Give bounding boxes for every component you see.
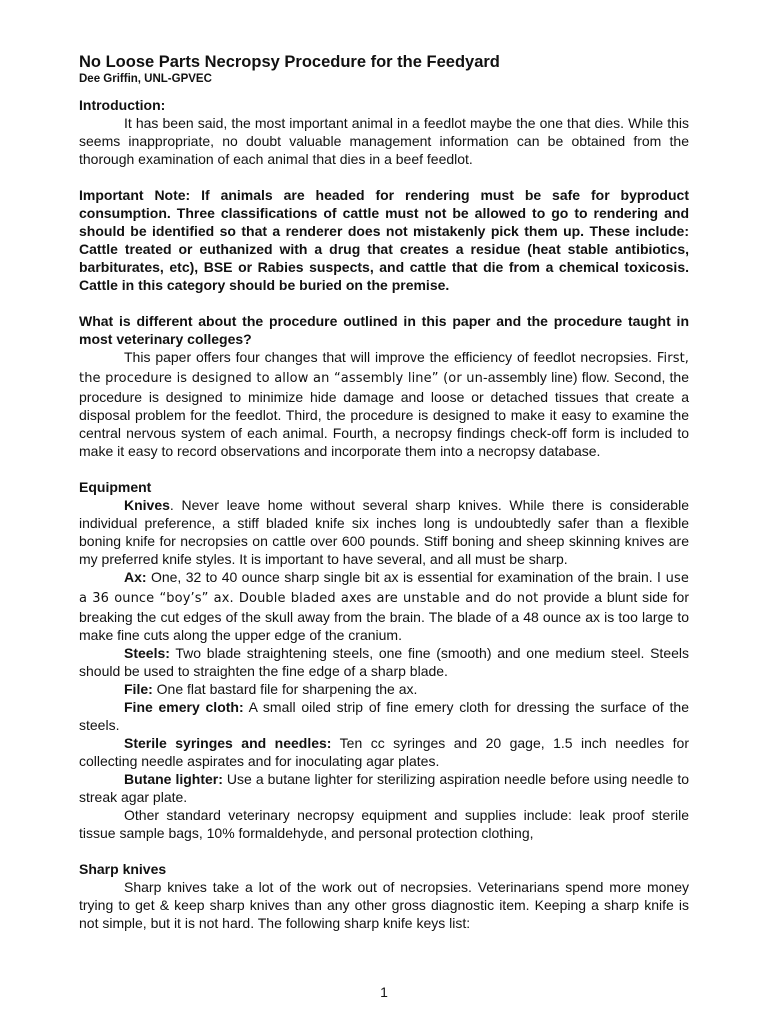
- steels-label: Steels:: [124, 645, 170, 661]
- syringes-text: Ten cc syringes and 20 gage, 1.5 inch needles for collecting needle aspirates and for inoculating agar plates.: [79, 735, 690, 769]
- emery-paragraph: [79, 698, 689, 734]
- butane-label: Butane lighter:: [124, 771, 223, 787]
- syringes-label: Sterile syringes and needles:: [124, 735, 332, 751]
- file-label: File:: [124, 681, 153, 697]
- ax-label: Ax:: [124, 569, 147, 585]
- syringes-paragraph: [79, 734, 689, 770]
- ax-paragraph: [79, 568, 689, 644]
- sharp-knives-heading: Sharp knives: [79, 861, 167, 877]
- file-text: One flat bastard file for sharpening the ax.: [152, 681, 418, 697]
- emery-text: A small oiled strip of fine emery cloth for dressing the surface of the steels.: [79, 699, 689, 733]
- other-equipment-paragraph: Other standard veterinary necropsy equipment and supplies include: leak proof sterile tissue sample bags, 10% formaldehyde, and personal protection clothing,: [79, 807, 689, 841]
- knives-text: . Never leave home without several sharp knives. While there is considerable individual preference, a stiff bladed knife six inches long is undoubtedly safer than a flexible boning knife for necropsies on cattle over 600 pounds. Stiff boning and sheep skinning knives are my preferred knife styles. It is important to have several, and all must be sharp.: [79, 497, 689, 567]
- page-number: 1: [380, 984, 388, 1000]
- ax-text-1: One, 32 to 40 ounce sharp single bit ax is essential for examination of the brain.: [146, 569, 653, 585]
- document-title: No Loose Parts Necropsy Procedure for the Feedyard: [79, 53, 500, 71]
- difference-sentence-2a: First, the procedure is designed to allow an “assembly line” (or un-: [79, 351, 690, 386]
- steels-text: Two blade straightening steels, one fine (smooth) and one medium steel. Steels should be used to straighten the fine edge of a sharp blade.: [79, 645, 689, 679]
- difference-paragraph: [79, 348, 689, 460]
- ax-text-2b: provide a blunt side for breaking the cut edges of the skull away from the brain. The blade of a 48 ounce ax is too large to make fine cuts along the upper edge of the cranium.: [79, 589, 689, 643]
- butane-paragraph: [79, 770, 689, 806]
- butane-text: Use a butane lighter for sterilizing aspiration needle before using needle to streak agar plate.: [79, 771, 690, 805]
- file-paragraph: [79, 680, 689, 698]
- introduction-paragraph: It has been said, the most important animal in a feedlot maybe the one that dies. While this seems inappropriate, no doubt valuable management information can be obtained from the thorough examination of each animal that dies in a beef feedlot.: [79, 115, 689, 167]
- emery-label: Fine emery cloth:: [124, 699, 244, 715]
- difference-sentence-1: This paper offers four changes that will improve the efficiency of feedlot necropsies.: [124, 349, 653, 365]
- sharp-knives-paragraph: Sharp knives take a lot of the work out of necropsies. Veterinarians spend more money trying to get & keep sharp knives than any other gross diagnostic item. Keeping a sharp knife is not simple, but it is not hard. The following sharp knife keys list:: [79, 879, 689, 931]
- difference-sentence-2b: assembly line) flow. Second, the procedure is designed to minimize hide damage and loose or detached tissues that create a disposal problem for the feedlot. Third, the procedure is designed to make it easy to examine the central nervous system of each animal. Fourth, a necropsy findings check-off form is included to make it easy to record observations and incorporate them into a necropsy database.: [79, 369, 689, 459]
- knives-paragraph: [79, 496, 689, 568]
- difference-heading: What is different about the procedure outlined in this paper and the procedure taught in most veterinary colleges?: [79, 313, 689, 347]
- steels-paragraph: [79, 644, 689, 680]
- author-line: Dee Griffin, UNL-GPVEC: [79, 73, 212, 85]
- equipment-heading: Equipment: [79, 479, 152, 495]
- introduction-heading: Introduction:: [79, 97, 166, 113]
- important-note-paragraph: Important Note: If animals are headed for rendering must be safe for byproduct consumption. Three classifications of cattle must not be allowed to go to rendering and should be identified so that a renderer does not mistakenly pick them up. These include: Cattle treated or euthanized with a drug that creates a residue (heat stable antibiotics, barbiturates, etc), BSE or Rabies suspects, and cattle that die from a chemical toxicosis. Cattle in this category should be buried on the premise.: [79, 187, 689, 293]
- knives-label: Knives: [124, 497, 170, 513]
- ax-text-2a: I use a 36 ounce “boy’s” ax. Double bladed axes are unstable and do not: [79, 571, 689, 606]
